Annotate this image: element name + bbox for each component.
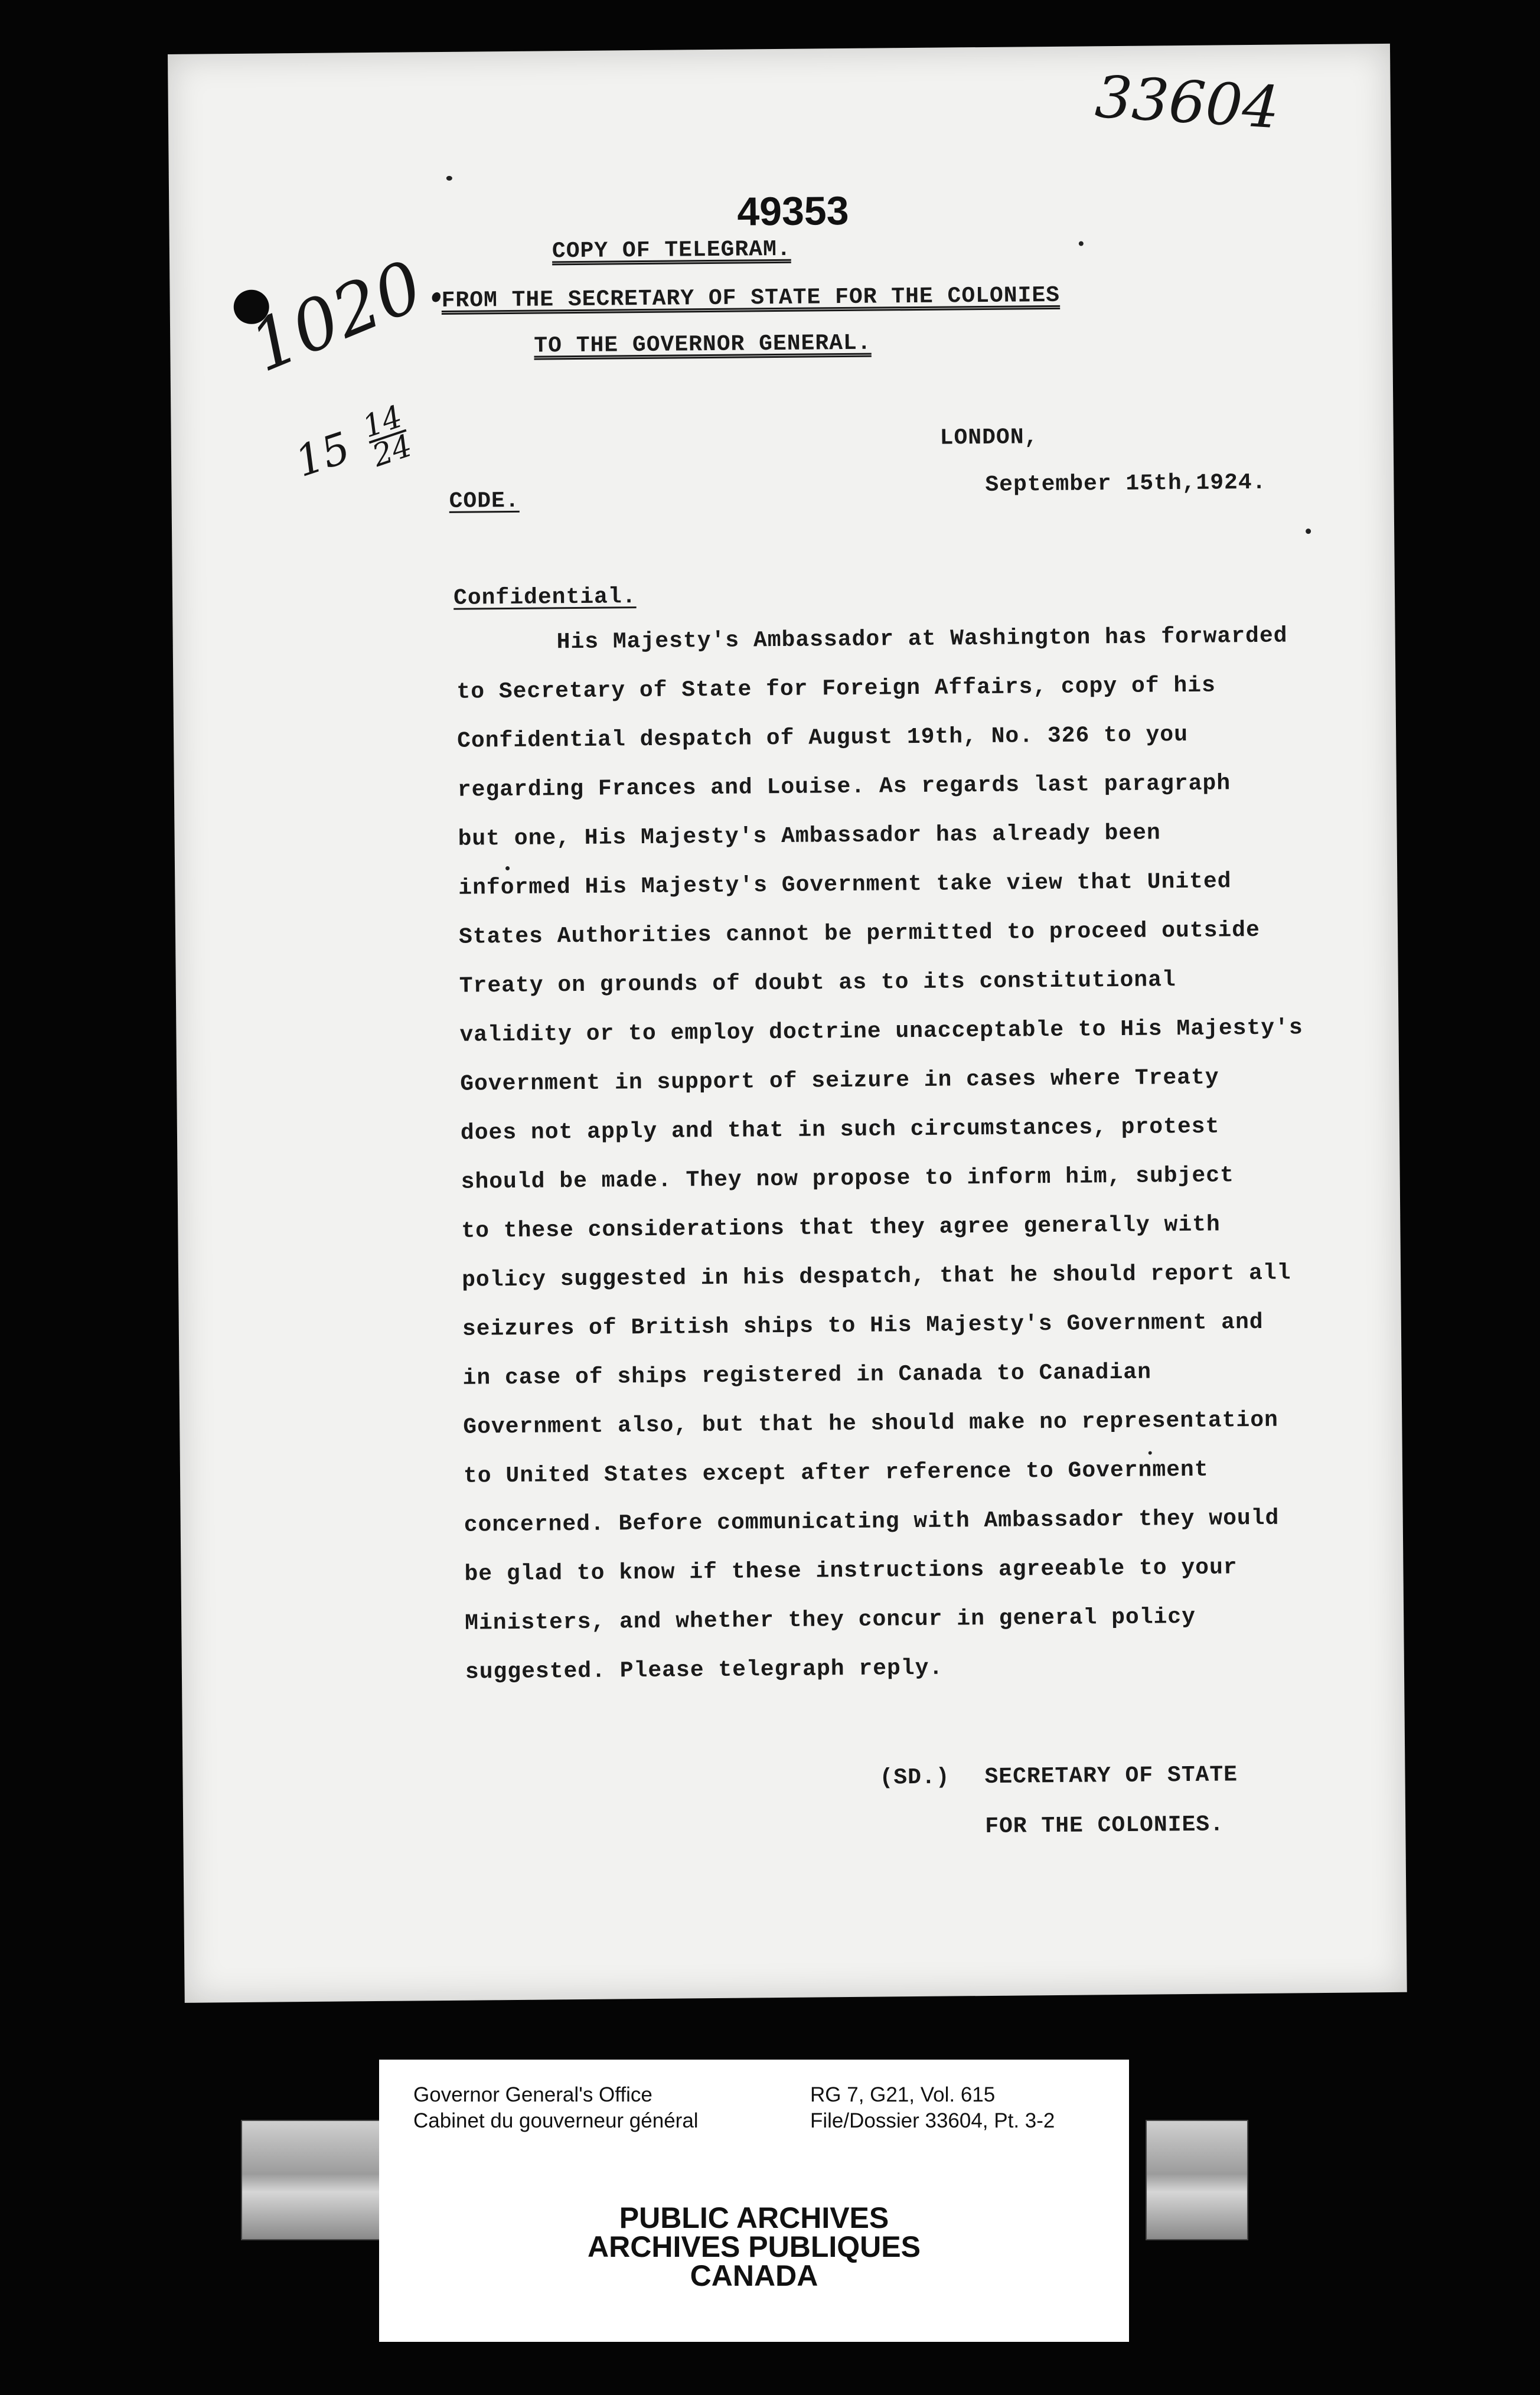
- institution-line-1: PUBLIC ARCHIVES: [619, 2201, 889, 2234]
- body-line: Government in support of seizure in cases where Treaty: [460, 1065, 1219, 1097]
- telegram-from: FROM THE SECRETARY OF STATE FOR THE COLONIES: [441, 282, 1061, 314]
- file-reference: File/Dossier 33604, Pt. 3-2: [810, 2109, 1055, 2132]
- body-line: to Secretary of State for Foreign Affairs, copy of his: [456, 673, 1216, 705]
- date: September 15th,1924.: [985, 469, 1267, 498]
- telegram-title: COPY OF TELEGRAM.: [552, 236, 791, 265]
- body-line: to United States except after reference to Government: [463, 1457, 1209, 1489]
- signature-line-2: FOR THE COLONIES.: [985, 1812, 1225, 1840]
- classification: Confidential.: [453, 584, 637, 611]
- body-line: does not apply and that in such circumstances, protest: [460, 1114, 1220, 1146]
- body-line: but one, His Majesty's Ambassador has already been: [458, 820, 1161, 852]
- holder-clip-left: [241, 2120, 391, 2240]
- body-line: States Authorities cannot be permitted to proceed outside: [458, 917, 1261, 950]
- signature-line-1: SECRETARY OF STATE: [984, 1762, 1238, 1790]
- margin-note-day: 15: [289, 422, 357, 487]
- telegram-to: TO THE GOVERNOR GENERAL.: [534, 330, 872, 359]
- record-group-reference: RG 7, G21, Vol. 615: [810, 2083, 996, 2106]
- document-page: [168, 44, 1407, 2003]
- telegram-body: [456, 611, 1386, 1697]
- scan-speck: [1306, 528, 1311, 534]
- code-label: CODE.: [449, 488, 520, 514]
- body-line: policy suggested in his despatch, that he should report all: [461, 1260, 1291, 1293]
- body-line: in case of ships registered in Canada to Canadian: [462, 1359, 1152, 1391]
- body-line: Confidential despatch of August 19th, No. 326 to you: [456, 722, 1189, 754]
- signature-prefix: (SD.): [879, 1764, 950, 1791]
- institution-line-3: CANADA: [690, 2259, 818, 2292]
- body-line: His Majesty's Ambassador at Washington has forwarded: [556, 623, 1288, 655]
- margin-note-ref: 1020.: [239, 236, 455, 388]
- margin-note-date: [289, 399, 417, 494]
- body-line: be glad to know if these instructions agreeable to your: [464, 1555, 1238, 1587]
- body-line: seizures of British ships to His Majesty's Government and: [462, 1309, 1264, 1342]
- body-line: Ministers, and whether they concur in general policy: [465, 1604, 1196, 1636]
- institution-line-2: ARCHIVES PUBLIQUES: [588, 2230, 921, 2263]
- handwritten-file-number: 33604: [1093, 63, 1281, 142]
- body-line: Government also, but that he should make no representation: [463, 1407, 1279, 1440]
- margin-note-month: 14: [358, 399, 407, 445]
- body-line: to these considerations that they agree generally with: [461, 1212, 1221, 1244]
- body-line: Treaty on grounds of doubt as to its constitutional: [459, 967, 1176, 999]
- place: LONDON,: [939, 425, 1039, 451]
- holder-clip-right: [1146, 2120, 1248, 2240]
- body-line: informed His Majesty's Government take view that United: [458, 869, 1232, 901]
- document-number: 49353: [737, 188, 849, 234]
- office-french: Cabinet du gouverneur général: [413, 2109, 699, 2132]
- body-line: regarding Frances and Louise. As regards last paragraph: [457, 771, 1231, 803]
- body-line: concerned. Before communicating with Ambassador they would: [464, 1505, 1280, 1538]
- margin-note-year: 24: [368, 428, 417, 474]
- archive-label: [379, 2060, 1129, 2342]
- body-line: validity or to employ doctrine unacceptable to His Majesty's: [459, 1015, 1303, 1048]
- margin-note-fraction: [358, 399, 417, 474]
- scan-speck: [446, 176, 452, 181]
- scan-speck: [1079, 241, 1084, 246]
- office-english: Governor General's Office: [413, 2083, 652, 2106]
- body-line: suggested. Please telegraph reply.: [465, 1655, 944, 1685]
- body-line: should be made. They now propose to inform him, subject: [461, 1163, 1235, 1195]
